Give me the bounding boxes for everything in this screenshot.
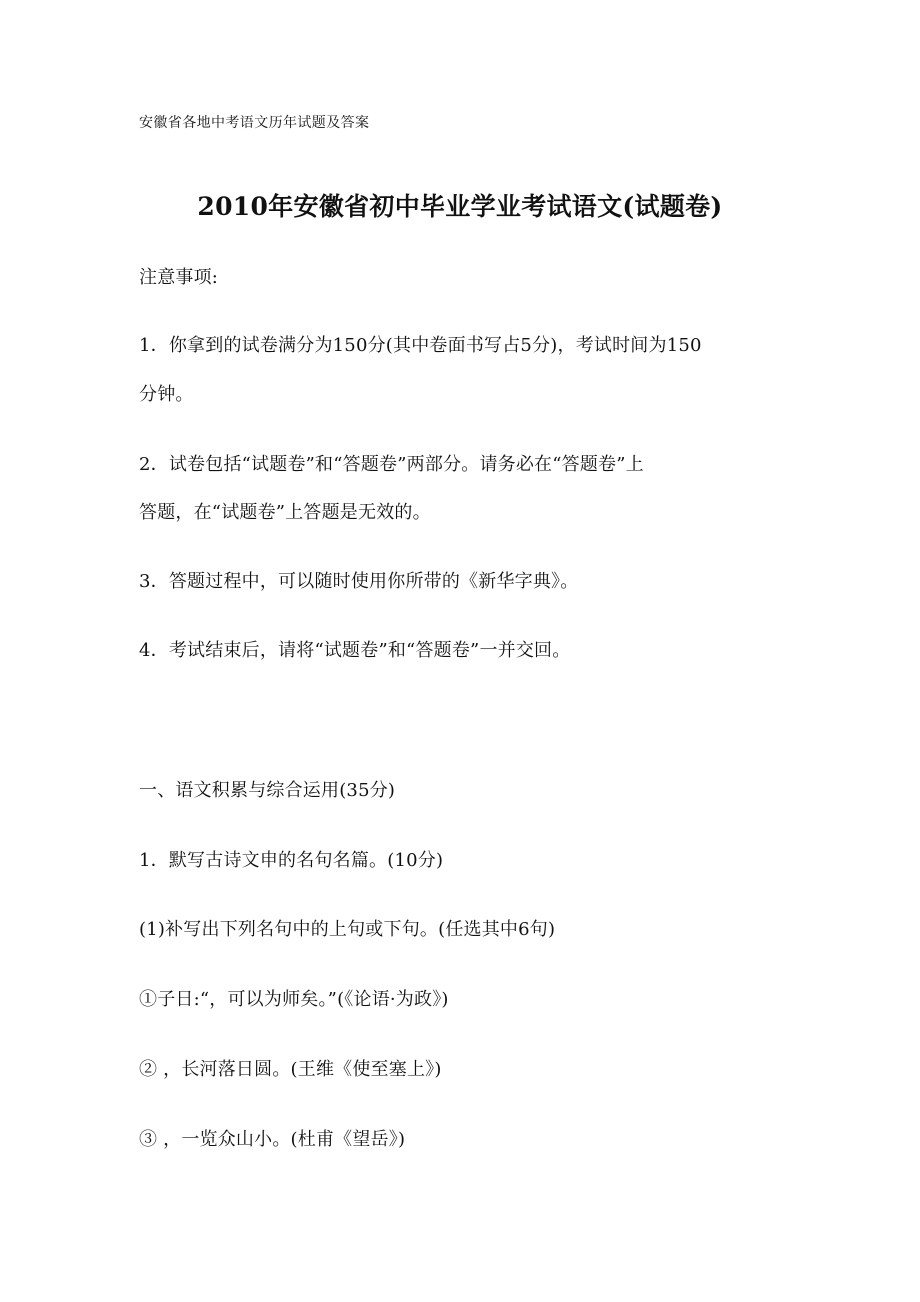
- notice-item-1-line-1: 1．你拿到的试卷满分为150分(其中卷面书写占5分)，考试时间为150: [139, 335, 702, 356]
- document-title: 2010年安徽省初中毕业学业考试语文(试题卷): [197, 192, 723, 221]
- notice-item-4: 4．考试结束后，请将“试题卷”和“答题卷”一并交回。: [139, 640, 571, 661]
- section-1-heading: 一、语文积累与综合运用(35分): [139, 780, 396, 801]
- notice-item-2-line-2: 答题，在“试题卷”上答题是无效的。: [139, 502, 431, 523]
- question-item-a: ①子日:“，可以为师矣。”(《论语·为政》): [139, 989, 449, 1010]
- header-note: 安徽省各地中考语文历年试题及答案: [139, 115, 370, 131]
- notice-item-1-line-2: 分钟。: [139, 384, 194, 405]
- question-1-part-1: (1)补写出下列名句中的上句或下句。(任选其中6句): [139, 919, 556, 940]
- notice-item-3: 3．答题过程中，可以随时使用你所带的《新华字典》。: [139, 571, 579, 592]
- notice-item-2-line-1: 2．试卷包括“试题卷”和“答题卷”两部分。请务必在“答题卷”上: [139, 454, 644, 475]
- question-item-b: ② ，长河落日圆。(王维《使至塞上》): [139, 1059, 442, 1080]
- question-item-c: ③ ，一览众山小。(杜甫《望岳》): [139, 1129, 406, 1150]
- notice-heading: 注意事项:: [139, 267, 219, 288]
- question-1: 1．默写古诗文申的名句名篇。(10分): [139, 850, 444, 871]
